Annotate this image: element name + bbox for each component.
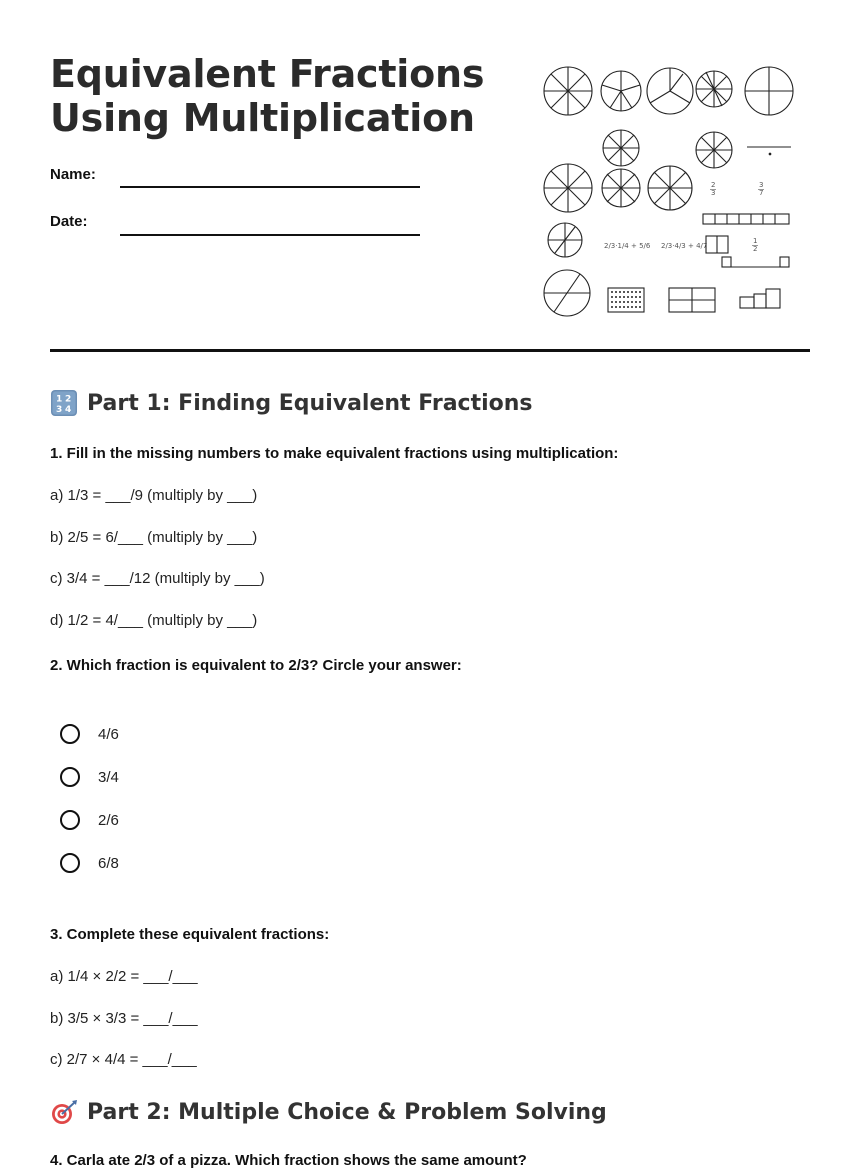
part1-title-text: Part 1: Finding Equivalent Fractions bbox=[87, 390, 533, 416]
fraction-box-model bbox=[706, 236, 789, 267]
part2-title bbox=[50, 1098, 607, 1126]
svg-text:2: 2 bbox=[711, 181, 716, 189]
date-label: Date: bbox=[50, 213, 88, 230]
radio-button[interactable] bbox=[60, 853, 80, 873]
answer-option-label: 6/8 bbox=[98, 854, 119, 872]
question-1a: a) 1/3 = ___/9 (multiply by ___) bbox=[50, 487, 258, 504]
answer-option-1[interactable] bbox=[60, 721, 119, 747]
pie-circle-row5 bbox=[544, 270, 590, 316]
question-1d: d) 1/2 = 4/___ (multiply by ___) bbox=[50, 612, 258, 629]
dot-grid-model bbox=[608, 288, 644, 312]
question-1-prompt: 1. Fill in the missing numbers to make equivalent fractions using multiplication: bbox=[50, 445, 619, 462]
svg-text:7: 7 bbox=[759, 189, 764, 197]
question-3a: a) 1/4 × 2/2 = ___/___ bbox=[50, 968, 198, 985]
svg-text:2: 2 bbox=[65, 394, 72, 405]
question-4-prompt: 4. Carla ate 2/3 of a pizza. Which fraction shows the same amount? bbox=[50, 1152, 527, 1169]
step-blocks bbox=[740, 289, 780, 308]
pie-circle-thirds bbox=[647, 68, 693, 114]
question-2-prompt: 2. Which fraction is equivalent to 2/3? Circle your answer: bbox=[50, 657, 462, 674]
page-title bbox=[50, 52, 484, 140]
pie-circle-small-a bbox=[603, 130, 639, 166]
svg-text:3: 3 bbox=[759, 181, 764, 189]
input-numbers-icon bbox=[50, 389, 78, 417]
svg-text:1: 1 bbox=[56, 394, 63, 405]
question-3-prompt: 3. Complete these equivalent fractions: bbox=[50, 926, 330, 943]
pie-circle-row3-c bbox=[648, 166, 692, 210]
svg-text:4: 4 bbox=[65, 405, 72, 415]
name-label: Name: bbox=[50, 166, 96, 183]
question-3b: b) 3/5 × 3/3 = ___/___ bbox=[50, 1010, 198, 1027]
pie-circle-small-b bbox=[696, 132, 732, 168]
svg-text:2: 2 bbox=[753, 245, 758, 253]
part2-title-text: Part 2: Multiple Choice & Problem Solving bbox=[87, 1099, 607, 1125]
answer-option-2[interactable] bbox=[60, 764, 119, 790]
title-line-2: Using Multiplication bbox=[50, 96, 475, 140]
pie-circle-row3-a bbox=[544, 164, 592, 212]
pie-circle-eighths bbox=[544, 67, 592, 115]
fraction-equation-1: 2/3·1/4 + 5/6 bbox=[604, 242, 651, 250]
svg-text:1: 1 bbox=[753, 237, 758, 245]
svg-text:3: 3 bbox=[711, 189, 716, 197]
pie-circle-row3-b bbox=[602, 169, 640, 207]
fraction-equation-2: 2/3·4/3 + 4/7 bbox=[661, 242, 708, 250]
radio-button[interactable] bbox=[60, 767, 80, 787]
question-1b: b) 2/5 = 6/___ (multiply by ___) bbox=[50, 529, 258, 546]
question-3c: c) 2/7 × 4/4 = ___/___ bbox=[50, 1051, 197, 1068]
answer-option-4[interactable] bbox=[60, 850, 119, 876]
direct-hit-target-icon bbox=[50, 1098, 78, 1126]
area-model-grid bbox=[669, 288, 715, 312]
title-line-1: Equivalent Fractions bbox=[50, 52, 485, 96]
svg-text:3: 3 bbox=[56, 405, 63, 415]
radio-button[interactable] bbox=[60, 724, 80, 744]
fraction-strip bbox=[703, 214, 789, 224]
part1-title bbox=[50, 389, 533, 417]
pie-circle-tenths bbox=[696, 71, 732, 107]
fraction-illustration bbox=[540, 62, 800, 320]
pie-circle-quarters bbox=[745, 67, 793, 115]
radio-button[interactable] bbox=[60, 810, 80, 830]
answer-option-label: 4/6 bbox=[98, 725, 119, 743]
date-field[interactable] bbox=[120, 234, 420, 236]
question-1c: c) 3/4 = ___/12 (multiply by ___) bbox=[50, 570, 265, 587]
name-field[interactable] bbox=[120, 186, 420, 188]
pie-circle-fifths bbox=[601, 71, 641, 111]
pie-circle-row4 bbox=[548, 223, 582, 257]
answer-option-3[interactable] bbox=[60, 807, 119, 833]
answer-option-label: 2/6 bbox=[98, 811, 119, 829]
header-divider bbox=[50, 349, 810, 352]
answer-option-label: 3/4 bbox=[98, 768, 119, 786]
